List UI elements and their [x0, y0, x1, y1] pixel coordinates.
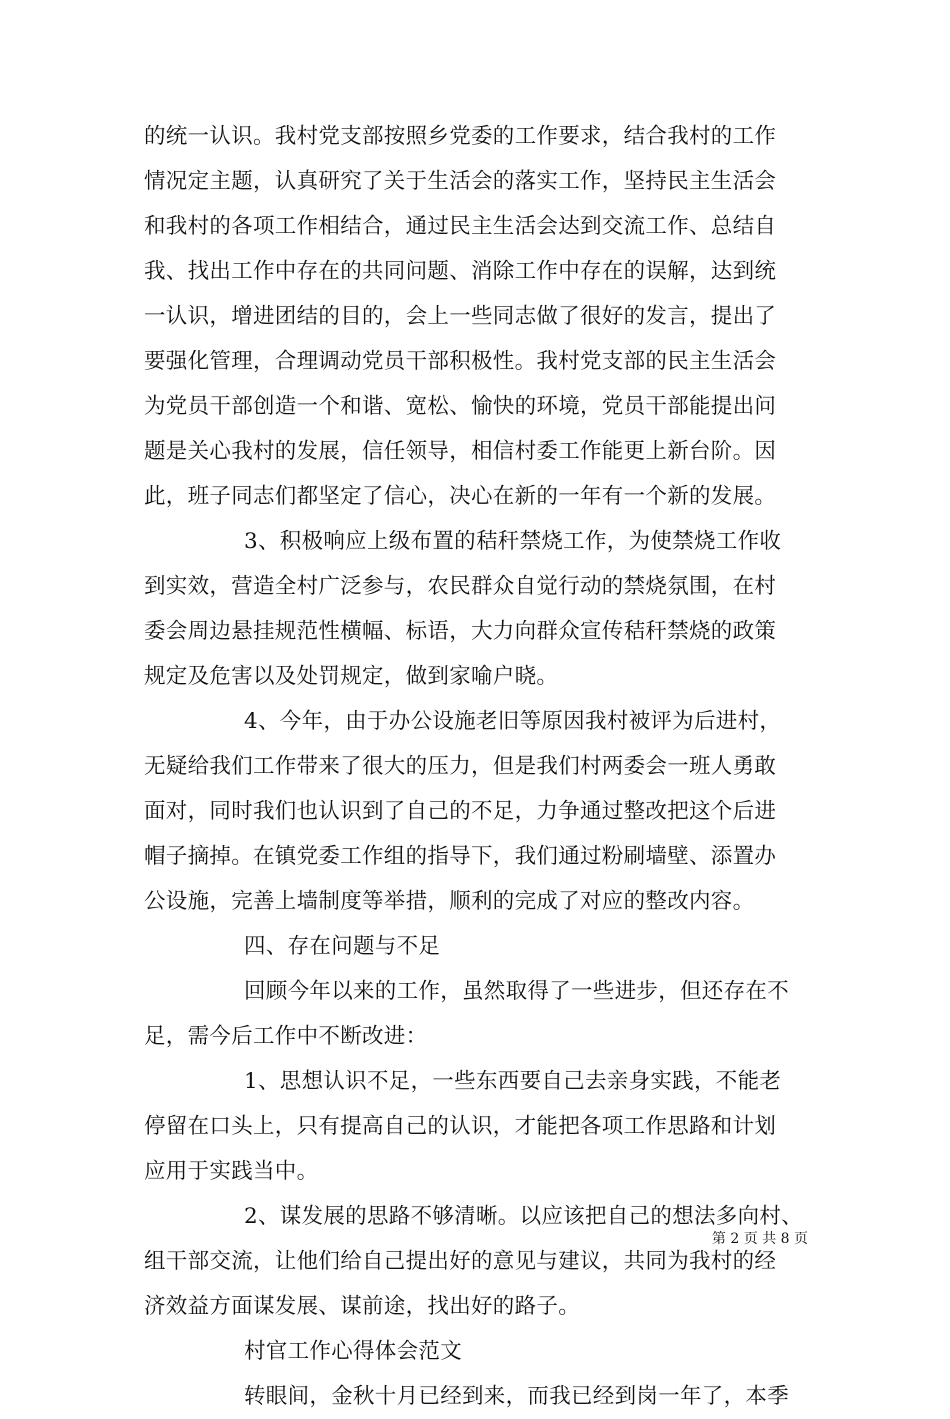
text-line-indented: 3、积极响应上级布置的秸秆禁烧工作，为使禁烧工作收 — [244, 529, 782, 554]
document-body — [144, 114, 808, 1419]
text-line: 组干部交流，让他们给自己提出好的意见与建议，共同为我村的经 — [144, 1249, 777, 1274]
text-line: 应用于实践当中。 — [144, 1159, 319, 1184]
text-line: 的统一认识。我村党支部按照乡党委的工作要求，结合我村的工作 — [144, 124, 777, 149]
text-line: 我、找出工作中存在的共同问题、消除工作中存在的误解，达到统 — [144, 259, 777, 284]
text-line: 到实效，营造全村广泛参与，农民群众自觉行动的禁烧氛围，在村 — [144, 574, 777, 599]
text-line: 停留在口头上，只有提高自己的认识，才能把各项工作思路和计划 — [144, 1114, 777, 1139]
text-line: 公设施，完善上墙制度等举措，顺利的完成了对应的整改内容。 — [144, 889, 755, 914]
text-line-indented: 2、谋发展的思路不够清晰。以应该把自己的想法多向村、 — [244, 1204, 803, 1229]
text-line: 此，班子同志们都坚定了信心，决心在新的一年有一个新的发展。 — [144, 484, 777, 509]
text-line: 无疑给我们工作带来了很大的压力，但是我们村两委会一班人勇敢 — [144, 754, 777, 779]
text-line: 面对，同时我们也认识到了自己的不足，力争通过整改把这个后进 — [144, 799, 777, 824]
text-line: 为党员干部创造一个和谐、宽松、愉快的环境，党员干部能提出问 — [144, 394, 777, 419]
text-line: 一认识，增进团结的目的，会上一些同志做了很好的发言，提出了 — [144, 304, 777, 329]
text-line: 委会周边悬挂规范性横幅、标语，大力向群众宣传秸秆禁烧的政策 — [144, 619, 777, 644]
text-line-indented: 回顾今年以来的工作，虽然取得了一些进步，但还存在不 — [244, 979, 790, 1004]
text-line: 要强化管理，合理调动党员干部积极性。我村党支部的民主生活会 — [144, 349, 777, 374]
text-line-indented: 4、今年，由于办公设施老旧等原因我村被评为后进村， — [244, 709, 782, 734]
text-line-indented: 转眼间，金秋十月已经到来，而我已经到岗一年了，本季 — [244, 1384, 790, 1409]
page-number: 第 2 页 共 8 页 — [711, 1231, 808, 1247]
section-heading: 四、存在问题与不足 — [244, 934, 441, 959]
article-title: 村官工作心得体会范文 — [244, 1339, 463, 1364]
text-line: 规定及危害以及处罚规定，做到家喻户晓。 — [144, 664, 559, 689]
text-line: 和我村的各项工作相结合，通过民主生活会达到交流工作、总结自 — [144, 214, 777, 239]
text-line: 济效益方面谋发展、谋前途，找出好的路子。 — [144, 1294, 581, 1319]
text-line-indented: 1、思想认识不足，一些东西要自己去亲身实践，不能老 — [244, 1069, 782, 1094]
text-line: 情况定主题，认真研究了关于生活会的落实工作，坚持民主生活会 — [144, 169, 777, 194]
text-line: 题是关心我村的发展，信任领导，相信村委工作能更上新台阶。因 — [144, 439, 777, 464]
text-line: 帽子摘掉。在镇党委工作组的指导下，我们通过粉刷墙壁、添置办 — [144, 844, 777, 869]
text-line: 足，需今后工作中不断改进： — [144, 1024, 428, 1049]
